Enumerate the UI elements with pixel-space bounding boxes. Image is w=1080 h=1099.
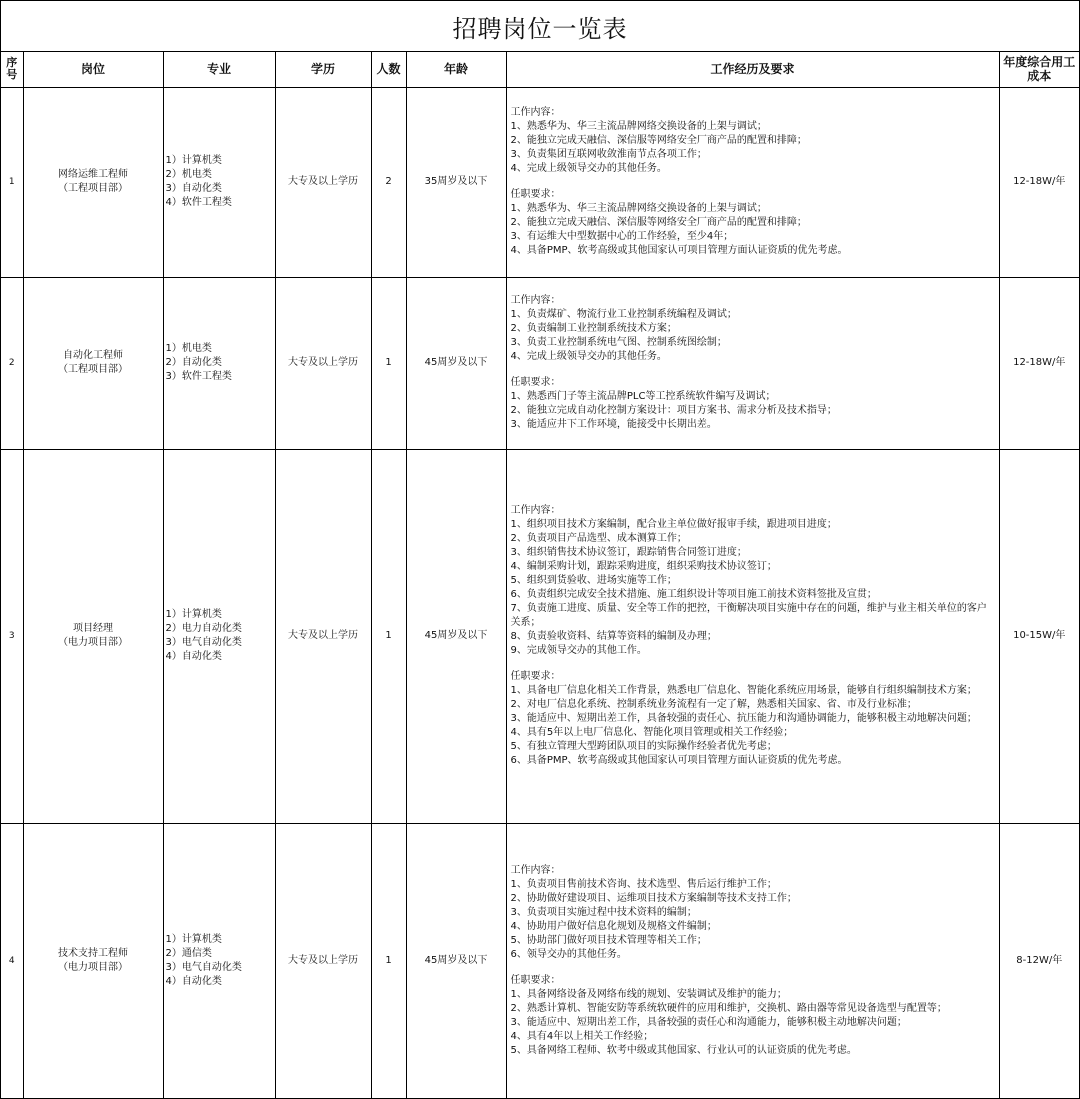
row-age: 35周岁及以下 [406, 87, 506, 277]
positions-table [1, 52, 1079, 1099]
row-age: 45周岁及以下 [406, 449, 506, 823]
row-education: 大专及以上学历 [275, 823, 371, 1099]
row-count: 1 [371, 823, 406, 1099]
row-requirements [506, 87, 999, 277]
header-seq: 序号 [1, 52, 23, 87]
row-duties: 工作内容： 1、负责项目售前技术咨询、技术选型、售后运行维护工作； 2、协助做好建设项目、运维项目技术方案编制等技术支持工作； 3、负责项目实施过程中技术资料的编制； 4、协助用户做好信息化规划及规格文件编制； 5、协助部门做好项目技术管理等相关工作； 6、领导交办的其他任务。 [510, 865, 797, 961]
row-education: 大专及以上学历 [275, 277, 371, 449]
row-duties: 工作内容： 1、熟悉华为、华三主流品牌网络交换设备的上架与调试； 2、能独立完成天融信、深信服等网络安全厂商产品的配置和排障； 3、负责集团互联网收敛淮南节点各项工作； 4、完成上级领导交办的其他任务。 [510, 107, 807, 174]
row-position: 自动化工程师 （工程项目部） [23, 277, 163, 449]
page-title: 招聘岗位一览表 [452, 14, 628, 43]
row-position: 网络运维工程师 （工程项目部） [23, 87, 163, 277]
row-major: 1）计算机类 2）通信类 3）电气自动化类 4）自动化类 [163, 823, 275, 1099]
row-seq: 4 [1, 823, 23, 1099]
row-count: 2 [371, 87, 406, 277]
row-seq: 1 [1, 87, 23, 277]
header-count: 人数 [371, 52, 406, 87]
row-seq: 2 [1, 277, 23, 449]
header-row [1, 52, 1079, 87]
row-education: 大专及以上学历 [275, 87, 371, 277]
row-cost: 8-12W/年 [999, 823, 1079, 1099]
row-age: 45周岁及以下 [406, 823, 506, 1099]
row-cost: 10-15W/年 [999, 449, 1079, 823]
row-requirements [506, 449, 999, 823]
row-requirements [506, 823, 999, 1099]
table-row [1, 449, 1079, 823]
table-row [1, 823, 1079, 1099]
row-major: 1）计算机类 2）电力自动化类 3）电气自动化类 4）自动化类 [163, 449, 275, 823]
header-age: 年龄 [406, 52, 506, 87]
row-count: 1 [371, 277, 406, 449]
row-position: 项目经理 （电力项目部） [23, 449, 163, 823]
row-requirements [506, 277, 999, 449]
header-cost: 年度综合用工成本 [999, 52, 1079, 87]
row-education: 大专及以上学历 [275, 449, 371, 823]
row-major: 1）计算机类 2）机电类 3）自动化类 4）软件工程类 [163, 87, 275, 277]
row-qualifications: 任职要求： 1、熟悉华为、华三主流品牌网络交换设备的上架与调试； 2、能独立完成天融信、深信服等网络安全厂商产品的配置和排障； 3、有运维大中型数据中心的工作经验，至少4年； 4、具备PMP、软考高级或其他国家认可项目管理方面认证资质的优先考虑。 [510, 189, 848, 256]
header-requirements: 工作经历及要求 [506, 52, 999, 87]
title-row [1, 1, 1079, 52]
header-education: 学历 [275, 52, 371, 87]
row-duties: 工作内容： 1、组织项目技术方案编制，配合业主单位做好报审手续，跟进项目进度； 2、负责项目产品选型、成本测算工作； 3、组织销售技术协议签订，跟踪销售合同签订进度； 4、编制采购计划，跟踪采购进度，组织采购技术协议签订； 5、组织到货验收、进场实施等工作； 6、负责组织完成安全技术措施、施工组织设计等项目施工前技术资料签批及宣贯； 7、负责施工进度、质量、安全等工作的把控，干衡解决项目实施中存在的问题，维护与业主相关单位的客户关系； 8、负责验收资料、结算等资料的编制及办理； 9、完成领导交办的其他工作。 [510, 505, 987, 656]
row-position: 技术支持工程师 （电力项目部） [23, 823, 163, 1099]
row-age: 45周岁及以下 [406, 277, 506, 449]
row-cost: 12-18W/年 [999, 87, 1079, 277]
row-major: 1）机电类 2）自动化类 3）软件工程类 [163, 277, 275, 449]
row-qualifications: 任职要求： 1、具备电厂信息化相关工作背景，熟悉电厂信息化、智能化系统应用场景，能够自行组织编制技术方案； 2、对电厂信息化系统、控制系统业务流程有一定了解，熟悉相关国家、省、市及行业标准； 3、能适应中、短期出差工作，具备较强的责任心、抗压能力和沟通协调能力，能够积极主动地解决问题； 4、具有5年以上电厂信息化、智能化项目管理或相关工作经验； 5、有独立管理大型跨团队项目的实际操作经验者优先考虑； 6、具备PMP、软考高级或其他国家认可项目管理方面认证资质的优先考虑。 [510, 671, 977, 766]
table-row [1, 87, 1079, 277]
row-count: 1 [371, 449, 406, 823]
table-row [1, 277, 1079, 449]
row-cost: 12-18W/年 [999, 277, 1079, 449]
header-major: 专业 [163, 52, 275, 87]
header-position: 岗位 [23, 52, 163, 87]
row-qualifications: 任职要求： 1、具备网络设备及网络布线的规划、安装调试及维护的能力； 2、熟悉计算机、智能安防等系统软硬件的应用和维护，交换机、路由器等常见设备选型与配置等； 3、能适应中、短期出差工作，具备较强的责任心和沟通能力，能够积极主动地解决问题； 4、具有4年以上相关工作经验； 5、具备网络工程师、软考中级或其他国家、行业认可的认证资质的优先考虑。 [510, 975, 947, 1057]
row-duties: 工作内容： 1、负责煤矿、物流行业工业控制系统编程及调试； 2、负责编制工业控制系统技术方案； 3、负责工业控制系统电气图、控制系统图绘制； 4、完成上级领导交办的其他任务。 [510, 295, 737, 362]
row-qualifications: 任职要求： 1、熟悉西门子等主流品牌PLC等工控系统软件编写及调试； 2、能独立完成自动化控制方案设计：项目方案书、需求分析及技术指导； 3、能适应井下工作环境，能接受中长期出差。 [510, 377, 837, 430]
row-seq: 3 [1, 449, 23, 823]
